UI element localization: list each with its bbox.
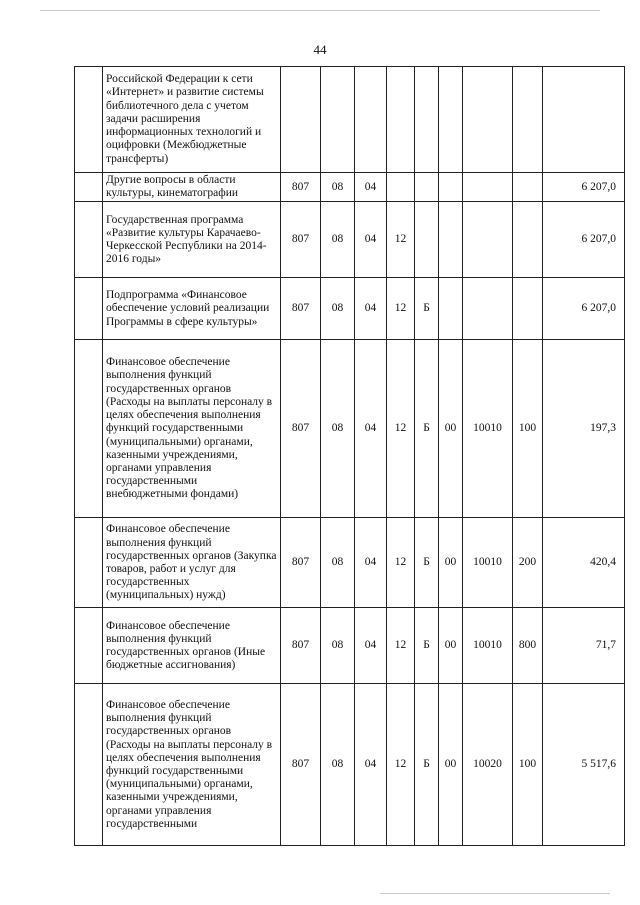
program-code [387, 67, 415, 173]
expense-type-code [513, 202, 543, 278]
direction-code: 10020 [463, 684, 513, 846]
admin-code: 807 [281, 278, 321, 340]
expense-type-code [513, 278, 543, 340]
direction-code: 10010 [463, 518, 513, 608]
subsection-code: 04 [355, 173, 387, 202]
subsection-code: 04 [355, 518, 387, 608]
admin-code: 807 [281, 340, 321, 518]
subsection-code: 04 [355, 340, 387, 518]
admin-code: 807 [281, 202, 321, 278]
budget-table-body [75, 67, 625, 846]
blank-cell [75, 518, 103, 608]
amount: 420,4 [543, 518, 625, 608]
expense-type-code [513, 173, 543, 202]
amount: 5 517,6 [543, 684, 625, 846]
scan-artifact-top [40, 10, 600, 11]
event-code [439, 173, 463, 202]
program-code: 12 [387, 202, 415, 278]
program-code [387, 173, 415, 202]
section-code: 08 [321, 608, 355, 684]
subprogram-code: Б [415, 608, 439, 684]
table-row [75, 340, 625, 518]
event-code: 00 [439, 518, 463, 608]
admin-code: 807 [281, 518, 321, 608]
expense-name: Финансовое обеспечение выполнения функций государственных органов (Закупка товаров, работ и услуг для государственных (муниципальных) нужд) [103, 518, 281, 608]
direction-code: 10010 [463, 608, 513, 684]
amount: 6 207,0 [543, 202, 625, 278]
section-code: 08 [321, 202, 355, 278]
expense-name: Финансовое обеспечение выполнения функций государственных органов (Расходы на выплаты персоналу в целях обеспечения выполнения функций государственными (муниципальными) органами, казенными учреждениями, органами управления государственными [103, 684, 281, 846]
direction-code [463, 67, 513, 173]
expense-name: Российской Федерации к сети «Интернет» и развитие системы библиотечного дела с учетом задачи расширения информационных технологий и оцифровки (Межбюджетные трансферты) [103, 67, 281, 173]
expense-type-code: 100 [513, 340, 543, 518]
expense-name: Финансовое обеспечение выполнения функций государственных органов (Расходы на выплаты персоналу в целях обеспечения выполнения функций государственными (муниципальными) органами, казенными учреждениями, органами управления государственными внебюджетными фондами) [103, 340, 281, 518]
table-row [75, 173, 625, 202]
program-code: 12 [387, 278, 415, 340]
blank-cell [75, 202, 103, 278]
admin-code: 807 [281, 684, 321, 846]
event-code [439, 67, 463, 173]
direction-code [463, 202, 513, 278]
expense-name: Подпрограмма «Финансовое обеспечение условий реализации Программы в сфере культуры» [103, 278, 281, 340]
subsection-code: 04 [355, 278, 387, 340]
admin-code [281, 67, 321, 173]
program-code: 12 [387, 684, 415, 846]
program-code: 12 [387, 340, 415, 518]
subsection-code: 04 [355, 684, 387, 846]
expense-type-code [513, 67, 543, 173]
amount: 197,3 [543, 340, 625, 518]
direction-code [463, 278, 513, 340]
direction-code: 10010 [463, 340, 513, 518]
subprogram-code: Б [415, 518, 439, 608]
subsection-code: 04 [355, 202, 387, 278]
section-code [321, 67, 355, 173]
section-code: 08 [321, 340, 355, 518]
expense-type-code: 100 [513, 684, 543, 846]
program-code: 12 [387, 518, 415, 608]
blank-cell [75, 67, 103, 173]
admin-code: 807 [281, 173, 321, 202]
expense-name: Финансовое обеспечение выполнения функций государственных органов (Иные бюджетные ассигнования) [103, 608, 281, 684]
table-row [75, 202, 625, 278]
amount: 6 207,0 [543, 173, 625, 202]
blank-cell [75, 173, 103, 202]
expense-type-code: 200 [513, 518, 543, 608]
table-row [75, 684, 625, 846]
budget-table [74, 66, 625, 846]
expense-type-code: 800 [513, 608, 543, 684]
event-code [439, 278, 463, 340]
section-code: 08 [321, 278, 355, 340]
blank-cell [75, 340, 103, 518]
subprogram-code [415, 173, 439, 202]
amount: 71,7 [543, 608, 625, 684]
section-code: 08 [321, 518, 355, 608]
direction-code [463, 173, 513, 202]
program-code: 12 [387, 608, 415, 684]
subprogram-code: Б [415, 340, 439, 518]
table-row [75, 278, 625, 340]
admin-code: 807 [281, 608, 321, 684]
section-code: 08 [321, 173, 355, 202]
expense-name: Государственная программа «Развитие культуры Карачаево-Черкесской Республики на 2014-2016 годы» [103, 202, 281, 278]
section-code: 08 [321, 684, 355, 846]
page-number: 44 [313, 42, 327, 57]
table-row [75, 67, 625, 173]
table-row [75, 608, 625, 684]
amount: 6 207,0 [543, 278, 625, 340]
blank-cell [75, 608, 103, 684]
subsection-code: 04 [355, 608, 387, 684]
subprogram-code [415, 202, 439, 278]
subprogram-code: Б [415, 278, 439, 340]
expense-name: Другие вопросы в области культуры, кинематографии [103, 173, 281, 202]
blank-cell [75, 684, 103, 846]
amount [543, 67, 625, 173]
subsection-code [355, 67, 387, 173]
subprogram-code [415, 67, 439, 173]
event-code: 00 [439, 684, 463, 846]
scan-artifact-bottom [380, 893, 610, 894]
subprogram-code: Б [415, 684, 439, 846]
event-code: 00 [439, 340, 463, 518]
blank-cell [75, 278, 103, 340]
table-row [75, 518, 625, 608]
event-code [439, 202, 463, 278]
event-code: 00 [439, 608, 463, 684]
